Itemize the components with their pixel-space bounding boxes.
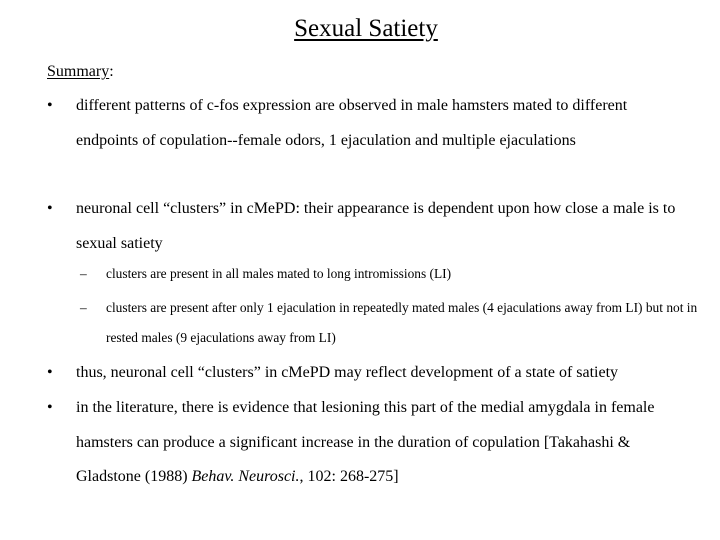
citation-details: , 102: 268-275] [299,468,399,485]
citation-journal: Behav. Neurosci. [191,468,300,485]
sub-bullet-marker: – [80,300,87,315]
sub-bullet-text: clusters are present in all males mated to long intromissions (LI) [106,266,452,281]
bullet-text: neuronal cell “clusters” in cMePD: their appearance is dependent upon how close a male is to sexual satiety [76,200,676,252]
bullet-marker: • [47,97,53,114]
citation-authors: [Takahashi & Gladstone (1988) [76,433,631,485]
bullet-marker: • [47,364,53,381]
sub-bullet-marker: – [80,266,87,281]
summary-label: Summary [47,63,110,80]
bullet-text: different patterns of c-fos expression are observed in male hamsters mated to different endpoints of copulation--female odors, 1 ejaculation and multiple ejaculations [76,97,628,149]
slide-title: Sexual Satiety [294,15,438,42]
bullet-marker: • [47,200,53,217]
sub-bullet-text: clusters are present after only 1 ejaculation in repeatedly mated males (4 ejaculations away from LI) but not in rested males (9 ejaculations away from LI) [106,300,698,345]
summary-colon: : [109,63,114,80]
bullet-marker: • [47,399,53,416]
summary-heading [47,62,114,82]
bullet-text: in the literature, there is evidence that lesioning this part of the medial amygdala in female hamsters can produce a significant increase in the duration of copulation [Takahashi & Gladstone (1988) Behav. Neurosci., 102: 268-275] [76,399,655,485]
bullet-text: thus, neuronal cell “clusters” in cMePD may reflect development of a state of satiety [76,364,619,381]
